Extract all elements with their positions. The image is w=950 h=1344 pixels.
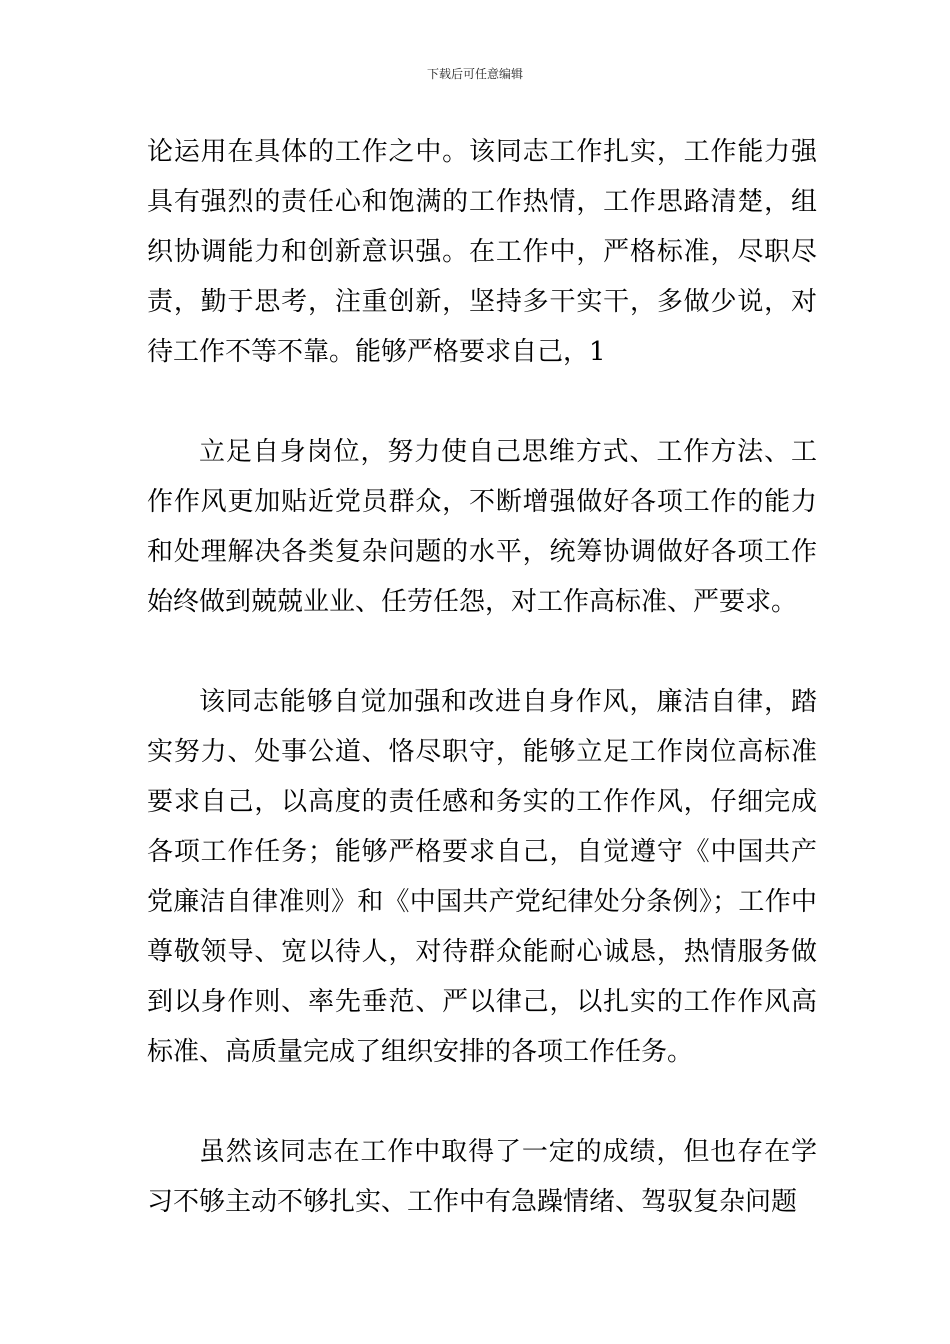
paragraph-3: 该同志能够自觉加强和改进自身作风，廉洁自律，踏实努力、处事公道、恪尽职守，能够立足工作岗位高标准要求自己，以高度的责任感和务实的工作作风，仔细完成各项工作任务；能够严格要求自己，自觉遵守《中国共产党廉洁自律准则》和《中国共产党纪律处分条例》；工作中尊敬领导、宽以待人，对待群众能耐心诚恳，热情服务做到以身作则、率先垂范、严以律己，以扎实的工作作风高标准、高质量完成了组织安排的各项工作任务。 [147,687,817,1067]
paragraph-4: 虽然该同志在工作中取得了一定的成绩，但也存在学习不够主动不够扎实、工作中有急躁情绪、驾驭复杂问题 [147,1137,817,1217]
paragraph-2: 立足自身岗位，努力使自己思维方式、工作方法、工作作风更加贴近党员群众，不断增强做好各项工作的能力和处理解决各类复杂问题的水平，统筹协调做好各项工作始终做到兢兢业业、任劳任怨，对工作高标准、严要求。 [147,437,817,617]
paragraph-gap [147,377,817,427]
page-header-note: 下载后可任意编辑 [426,67,523,81]
paragraph-1: 论运用在具体的工作之中。该同志工作扎实，工作能力强具有强烈的责任心和饱满的工作热情，工作思路清楚，组织协调能力和创新意识强。在工作中，严格标准，尽职尽责，勤于思考，注重创新，坚持多干实干，多做少说，对待工作不等不靠。能够严格要求自己，1 [147,137,817,367]
paragraph-gap [147,1077,817,1127]
paragraph-gap [147,627,817,677]
document-body [147,127,817,1227]
